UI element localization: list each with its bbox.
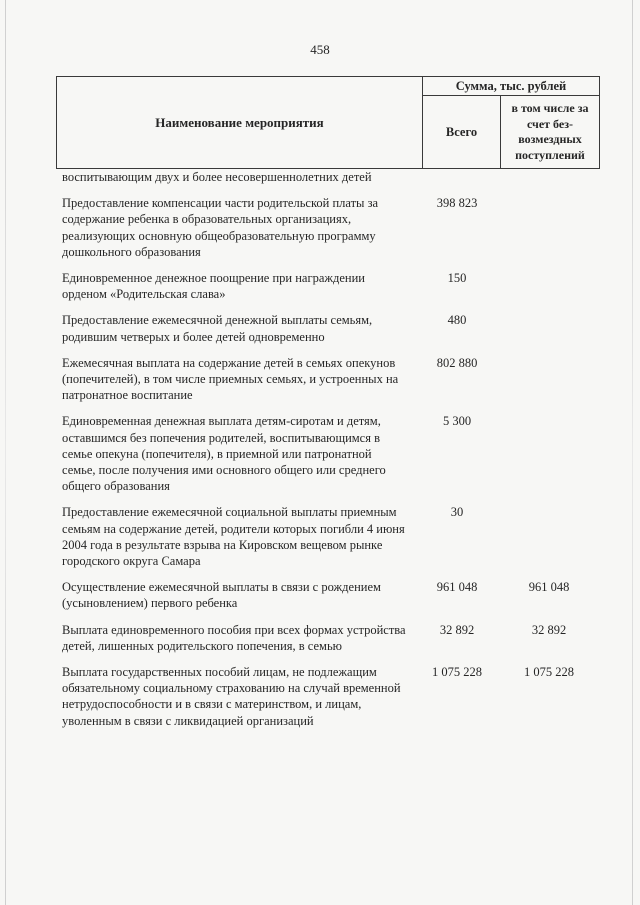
row-name: Предоставление ежемесячной социальной выплаты приемным семьям на содержание детей, родители которых погибли 4 июня 2004 года в результате взрыва на Кировском вещевом рынке городского округа Самара bbox=[62, 505, 405, 569]
table-row bbox=[62, 312, 602, 344]
header-sum-group: Сумма, тыс. рублей bbox=[423, 77, 599, 96]
row-total: 150 bbox=[447, 271, 467, 286]
row-total: 30 bbox=[450, 505, 464, 520]
row-name: Выплата единовременного пособия при всех формах устройства детей, лишенных родительского попечения, в семью bbox=[62, 622, 406, 653]
row-total: 961 048 bbox=[436, 580, 478, 595]
row-including: 1 075 228 bbox=[524, 665, 574, 680]
row-name: Осуществление ежемесячной выплаты в связи с рождением (усыновлением) первого ребенка bbox=[62, 580, 381, 611]
row-including: 961 048 bbox=[528, 580, 570, 595]
row-total: 480 bbox=[447, 313, 467, 328]
row-name: воспитывающим двух и более несовершеннолетних детей bbox=[62, 170, 372, 184]
table-row bbox=[62, 579, 602, 611]
header-including-column: в том числе за счет без-возмездных поступлений bbox=[511, 101, 589, 162]
table-body bbox=[62, 169, 602, 739]
scan-edge-left bbox=[5, 0, 6, 905]
header-total-column: Всего bbox=[423, 96, 501, 168]
row-total: 1 075 228 bbox=[432, 665, 482, 680]
table-header bbox=[56, 76, 600, 169]
scan-edge-right bbox=[632, 0, 633, 905]
row-total: 5 300 bbox=[442, 414, 472, 429]
row-total: 32 892 bbox=[439, 622, 475, 637]
table-row bbox=[62, 355, 602, 404]
row-including: 32 892 bbox=[531, 622, 567, 637]
row-name: Предоставление компенсации части родительской платы за содержание ребенка в образовательных организациях, реализующих основную общеобразовательную программу дошкольного образования bbox=[62, 196, 379, 259]
row-name: Выплата государственных пособий лицам, не подлежащим обязательному социальному страхованию на случай временной нетрудоспособности и в связи с материнством, и лицам, уволенным в связи с ликвидацией организаций bbox=[62, 665, 401, 728]
row-name: Единовременная денежная выплата детям-сиротам и детям, оставшимся без попечения родителей, воспитывающимся в семье опекуна (попечителя), в приемной или патронатной семье, после получения ими основного общего или среднего общего образования bbox=[62, 414, 386, 494]
table-row bbox=[62, 270, 602, 302]
row-name: Единовременное денежное поощрение при награждении орденом «Родительская слава» bbox=[62, 271, 365, 302]
header-name-column: Наименование мероприятия bbox=[57, 77, 423, 168]
row-total: 398 823 bbox=[436, 196, 478, 211]
table-row bbox=[62, 169, 602, 185]
table-row bbox=[62, 195, 602, 260]
row-total: 802 880 bbox=[436, 355, 478, 370]
page-number: 458 bbox=[310, 42, 330, 57]
table-row bbox=[62, 413, 602, 494]
row-name: Ежемесячная выплата на содержание детей в семьях опекунов (попечителей), в том числе приемных семьях, и устроенных на патронатное воспитание bbox=[62, 355, 399, 403]
table-row bbox=[62, 622, 602, 654]
table-row bbox=[62, 664, 602, 729]
table-row bbox=[62, 504, 602, 569]
row-name: Предоставление ежемесячной денежной выплаты семьям, родившим четверых и более детей одновременно bbox=[62, 313, 373, 344]
